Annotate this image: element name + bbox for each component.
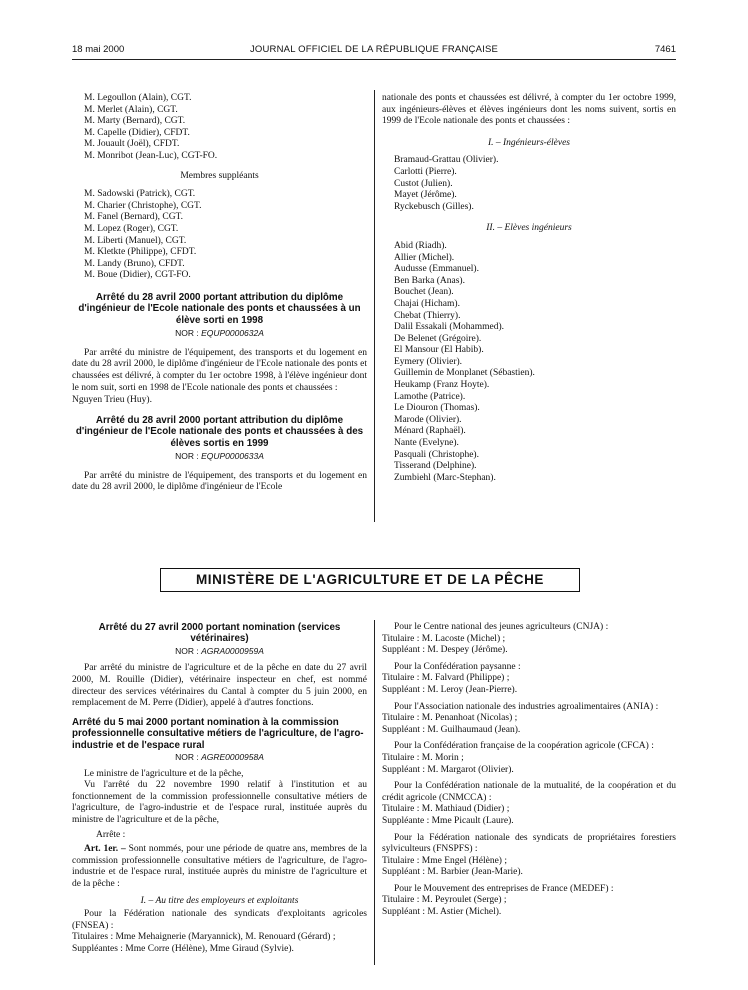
header-rule xyxy=(72,59,676,60)
organization-entry xyxy=(382,622,676,657)
list-item: Audusse (Emmanuel). xyxy=(394,264,479,275)
top-right-column xyxy=(382,93,676,484)
titulaire-line: Titulaire : M. Lacoste (Michel) ; xyxy=(382,633,506,644)
arrete-3-text: Par arrêté du ministre de l'agriculture et de la pêche en date du 27 avril 2000, M. Rouille (Didier), vétérinaire inspecteur en chef, est nommé directeur des services vétérinaires du Cantal à compter du 5 juin 2000, en remplacement de M. Perre (Didier), appelé à d'autres fonctions. xyxy=(72,663,367,709)
arrete-3-title: Arrêté du 27 avril 2000 portant nomination (services vétérinaires) xyxy=(98,622,341,645)
list-item: M. Marty (Bernard), CGT. xyxy=(84,116,186,127)
employers-section-heading: I. – Au titre des employeurs et exploitants xyxy=(140,895,299,906)
suppleant-line: Suppléante : Mme Picault (Laure). xyxy=(382,815,514,826)
arrete-4-p1: Le ministre de l'agriculture et de la pêche, xyxy=(84,768,244,779)
list-item: Chajai (Hicham). xyxy=(394,298,460,309)
arrete-2-title: Arrêté du 28 avril 2000 portant attribution du diplôme d'ingénieur de l'Ecole nationale des ponts et chaussées à des élèves sortis en 1999 xyxy=(75,414,364,449)
list-item: M. Sadowski (Patrick), CGT. xyxy=(84,189,196,200)
list-item: Mayet (Jérôme). xyxy=(394,190,457,201)
titulaire-line: Titulaire : M. Morin ; xyxy=(382,752,464,763)
list-item: Ryckebusch (Gilles). xyxy=(394,201,474,212)
nor-code: AGRE0000958A xyxy=(201,752,264,762)
organization-entry xyxy=(382,662,676,697)
fnsea-titulaires: Titulaires : Mme Mehaignerie (Maryannick), M. Renouard (Gérard) ; xyxy=(72,932,336,943)
list-item: Bramaud-Grattau (Olivier). xyxy=(394,155,499,166)
arrete-1-name: Nguyen Trieu (Huy). xyxy=(72,395,152,406)
list-item: M. Jouault (Joël), CFDT. xyxy=(84,139,180,150)
list-item: Heukamp (Franz Hoyte). xyxy=(394,380,490,391)
suppleant-line: Suppléant : M. Leroy (Jean-Pierre). xyxy=(382,684,518,695)
organization-name: Pour l'Association nationale des industries agroalimentaires (ANIA) : xyxy=(394,701,659,712)
titulaire-line: Titulaire : M. Falvard (Philippe) ; xyxy=(382,673,510,684)
list-item: M. Kletkte (Philippe), CFDT. xyxy=(84,247,197,258)
suppleants-list xyxy=(72,189,367,282)
arrete-4-title: Arrêté du 5 mai 2000 portant nomination à la commission professionnelle consultative métiers de l'agriculture, de l'agro-industrie et de l'espace rural xyxy=(72,716,364,751)
nor-code: EQUP0000632A xyxy=(201,328,264,339)
organization-name: Pour la Confédération paysanne : xyxy=(394,661,521,672)
list-item: M. Merlet (Alain), CGT. xyxy=(84,104,178,115)
page-number: 7461 xyxy=(654,44,676,55)
titulaire-line: Titulaire : M. Mathiaud (Didier) ; xyxy=(382,804,510,815)
list-item: Zumbiehl (Marc-Stephan). xyxy=(394,472,496,483)
organization-name: Pour la Confédération nationale de la mutualité, de la coopération et du crédit agricole (CNMCCA) : xyxy=(382,781,676,803)
titulaire-line: Titulaire : Mme Engel (Hélène) ; xyxy=(382,855,507,866)
list-item: Carlotti (Pierre). xyxy=(394,166,457,177)
section-1-list xyxy=(382,155,676,213)
list-item: El Mansour (El Habib). xyxy=(394,345,484,356)
list-item: M. Landy (Bruno), CFDT. xyxy=(84,258,185,269)
list-item: M. Monribot (Jean-Luc), CGT-FO. xyxy=(84,150,218,161)
list-item: M. Charier (Christophe), CGT. xyxy=(84,200,202,211)
arrete-2-nor xyxy=(72,451,367,463)
organization-entry xyxy=(382,884,676,919)
list-item: M. Liberti (Manuel), CGT. xyxy=(84,235,187,246)
top-left-column xyxy=(72,93,367,494)
page-header xyxy=(72,44,676,58)
list-item: Marode (Olivier). xyxy=(394,414,462,425)
organization-entry xyxy=(382,702,676,737)
header-date: 18 mai 2000 xyxy=(72,44,125,55)
list-item: Custot (Julien). xyxy=(394,178,453,189)
suppleant-line: Suppléant : M. Margarot (Olivier). xyxy=(382,764,514,775)
titulaire-line: Titulaire : M. Penanhoat (Nicolas) ; xyxy=(382,713,518,724)
list-item: M. Capelle (Didier), CFDT. xyxy=(84,127,190,138)
suppleant-line: Suppléant : M. Despey (Jérôme). xyxy=(382,645,508,656)
column-divider-bottom xyxy=(374,620,375,965)
list-item: Guillemin de Monplanet (Sébastien). xyxy=(394,368,535,379)
list-item: M. Boue (Didier), CGT-FO. xyxy=(84,270,191,281)
list-item: Bouchet (Jean). xyxy=(394,287,454,298)
suppleant-line: Suppléant : M. Guilhaumaud (Jean). xyxy=(382,724,521,735)
arrete-3-nor xyxy=(72,646,367,658)
arrete-2-continued: nationale des ponts et chaussées est délivré, à compter du 1er octobre 1999, aux ingénieurs-élèves et élèves ingénieurs dont les noms suivent, sortis en 1999 de l'Ecole nationale des ponts et chaussées : xyxy=(382,93,676,127)
list-item: Dalil Essakali (Mohammed). xyxy=(394,322,505,333)
arrete-1-text: Par arrêté du ministre de l'équipement, des transports et du logement en date du 28 avril 2000, le diplôme d'ingénieur de l'Ecole nationale des ponts et chaussées est délivré, à compter du 1er octobre 1998, à l'élève ingénieur dont le nom suit, sorti en 1998 de l'Ecole nationale des ponts et chaussées : xyxy=(72,347,367,393)
titulaire-line: Titulaire : M. Peyroulet (Serge) ; xyxy=(382,895,507,906)
arrete-2-text: Par arrêté du ministre de l'équipement, des transports et du logement en date du 28 avril 2000, le diplôme d'ingénieur de l'Ecole xyxy=(72,470,367,493)
nor-code: EQUP0000633A xyxy=(201,450,264,461)
section-2-heading: II. – Elèves ingénieurs xyxy=(486,223,572,234)
arrete-1-nor xyxy=(72,328,367,340)
nor-label: NOR : xyxy=(175,450,199,461)
list-item: Abid (Riadh). xyxy=(394,240,447,251)
organization-entry xyxy=(382,741,676,776)
fnsea-suppleantes: Suppléantes : Mme Corre (Hélène), Mme Giraud (Sylvie). xyxy=(72,943,294,954)
list-item: Allier (Michel). xyxy=(394,252,455,263)
bottom-left-column xyxy=(72,622,367,956)
organization-name: Pour le Mouvement des entreprises de France (MEDEF) : xyxy=(394,883,614,894)
suppleant-line: Suppléant : M. Astier (Michel). xyxy=(382,907,502,918)
section-2-list xyxy=(382,241,676,484)
list-item: Lamothe (Patrice). xyxy=(394,391,466,402)
list-item: M. Fanel (Bernard), CGT. xyxy=(84,212,184,223)
list-item: Eymery (Olivier). xyxy=(394,356,463,367)
arrete-4-arrete: Arrête : xyxy=(96,829,126,840)
arrete-4-p2: Vu l'arrêté du 22 novembre 1990 relatif à l'institution et au fonctionnement de la commission professionnelle consultative métiers de l'agriculture, de l'agro-industrie et de l'espace rural, instituée auprès du ministre de l'agriculture et de la pêche, xyxy=(72,780,367,825)
nor-label: NOR : xyxy=(175,328,199,339)
list-item: Ben Barka (Anas). xyxy=(394,275,465,286)
ministry-banner: MINISTÈRE DE L'AGRICULTURE ET DE LA PÊCHE xyxy=(160,568,580,592)
list-item: M. Lopez (Roger), CGT. xyxy=(84,223,179,234)
arrete-1-title: Arrêté du 28 avril 2000 portant attribution du diplôme d'ingénieur de l'Ecole nationale des ponts et chaussées à un élève sorti en 1998 xyxy=(78,291,361,326)
nor-code: AGRA0000959A xyxy=(201,645,264,656)
organization-entry xyxy=(382,833,676,879)
header-title: JOURNAL OFFICIEL DE LA RÉPUBLIQUE FRANÇAISE xyxy=(249,44,499,55)
list-item: De Belenet (Grégoire). xyxy=(394,333,482,344)
organization-name: Pour la Fédération nationale des syndicats de propriétaires forestiers sylviculteurs (FNSPFS) : xyxy=(382,832,676,855)
organization-name: Pour le Centre national des jeunes agriculteurs (CNJA) : xyxy=(394,622,609,632)
list-item: M. Legoullon (Alain), CGT. xyxy=(84,93,192,103)
suppleants-heading: Membres suppléants xyxy=(180,170,259,181)
nor-label: NOR : xyxy=(175,752,199,762)
organization-entry xyxy=(382,781,676,827)
list-item: Nante (Evelyne). xyxy=(394,438,459,449)
column-divider-top xyxy=(374,90,375,522)
list-item: Le Diouron (Thomas). xyxy=(394,403,480,414)
members-list xyxy=(72,93,367,163)
section-1-heading: I. – Ingénieurs-élèves xyxy=(487,137,571,148)
arrete-4-nor xyxy=(72,752,367,764)
suppleant-line: Suppléant : M. Barbier (Jean-Marie). xyxy=(382,867,523,878)
fnsea-line: Pour la Fédération nationale des syndicats d'exploitants agricoles (FNSEA) : xyxy=(72,909,367,931)
article-1 xyxy=(72,844,367,890)
article-1-label: Art. 1er. – xyxy=(84,844,126,855)
list-item: Pasquali (Christophe). xyxy=(394,449,479,460)
list-item: Tisserand (Delphine). xyxy=(394,461,477,472)
bottom-right-column xyxy=(382,622,676,919)
nor-label: NOR : xyxy=(175,645,199,656)
organization-name: Pour la Confédération française de la coopération agricole (CFCA) : xyxy=(394,741,654,752)
list-item: Chebat (Thierry). xyxy=(394,310,461,321)
list-item: Ménard (Raphaël). xyxy=(394,426,466,437)
article-1-text: Sont nommés, pour une période de quatre ans, membres de la commission professionnelle consultative métiers de l'agriculture, de l'agro-industrie et de l'espace rural, instituée auprès du ministre de l'agriculture et de la pêche : xyxy=(72,844,367,889)
